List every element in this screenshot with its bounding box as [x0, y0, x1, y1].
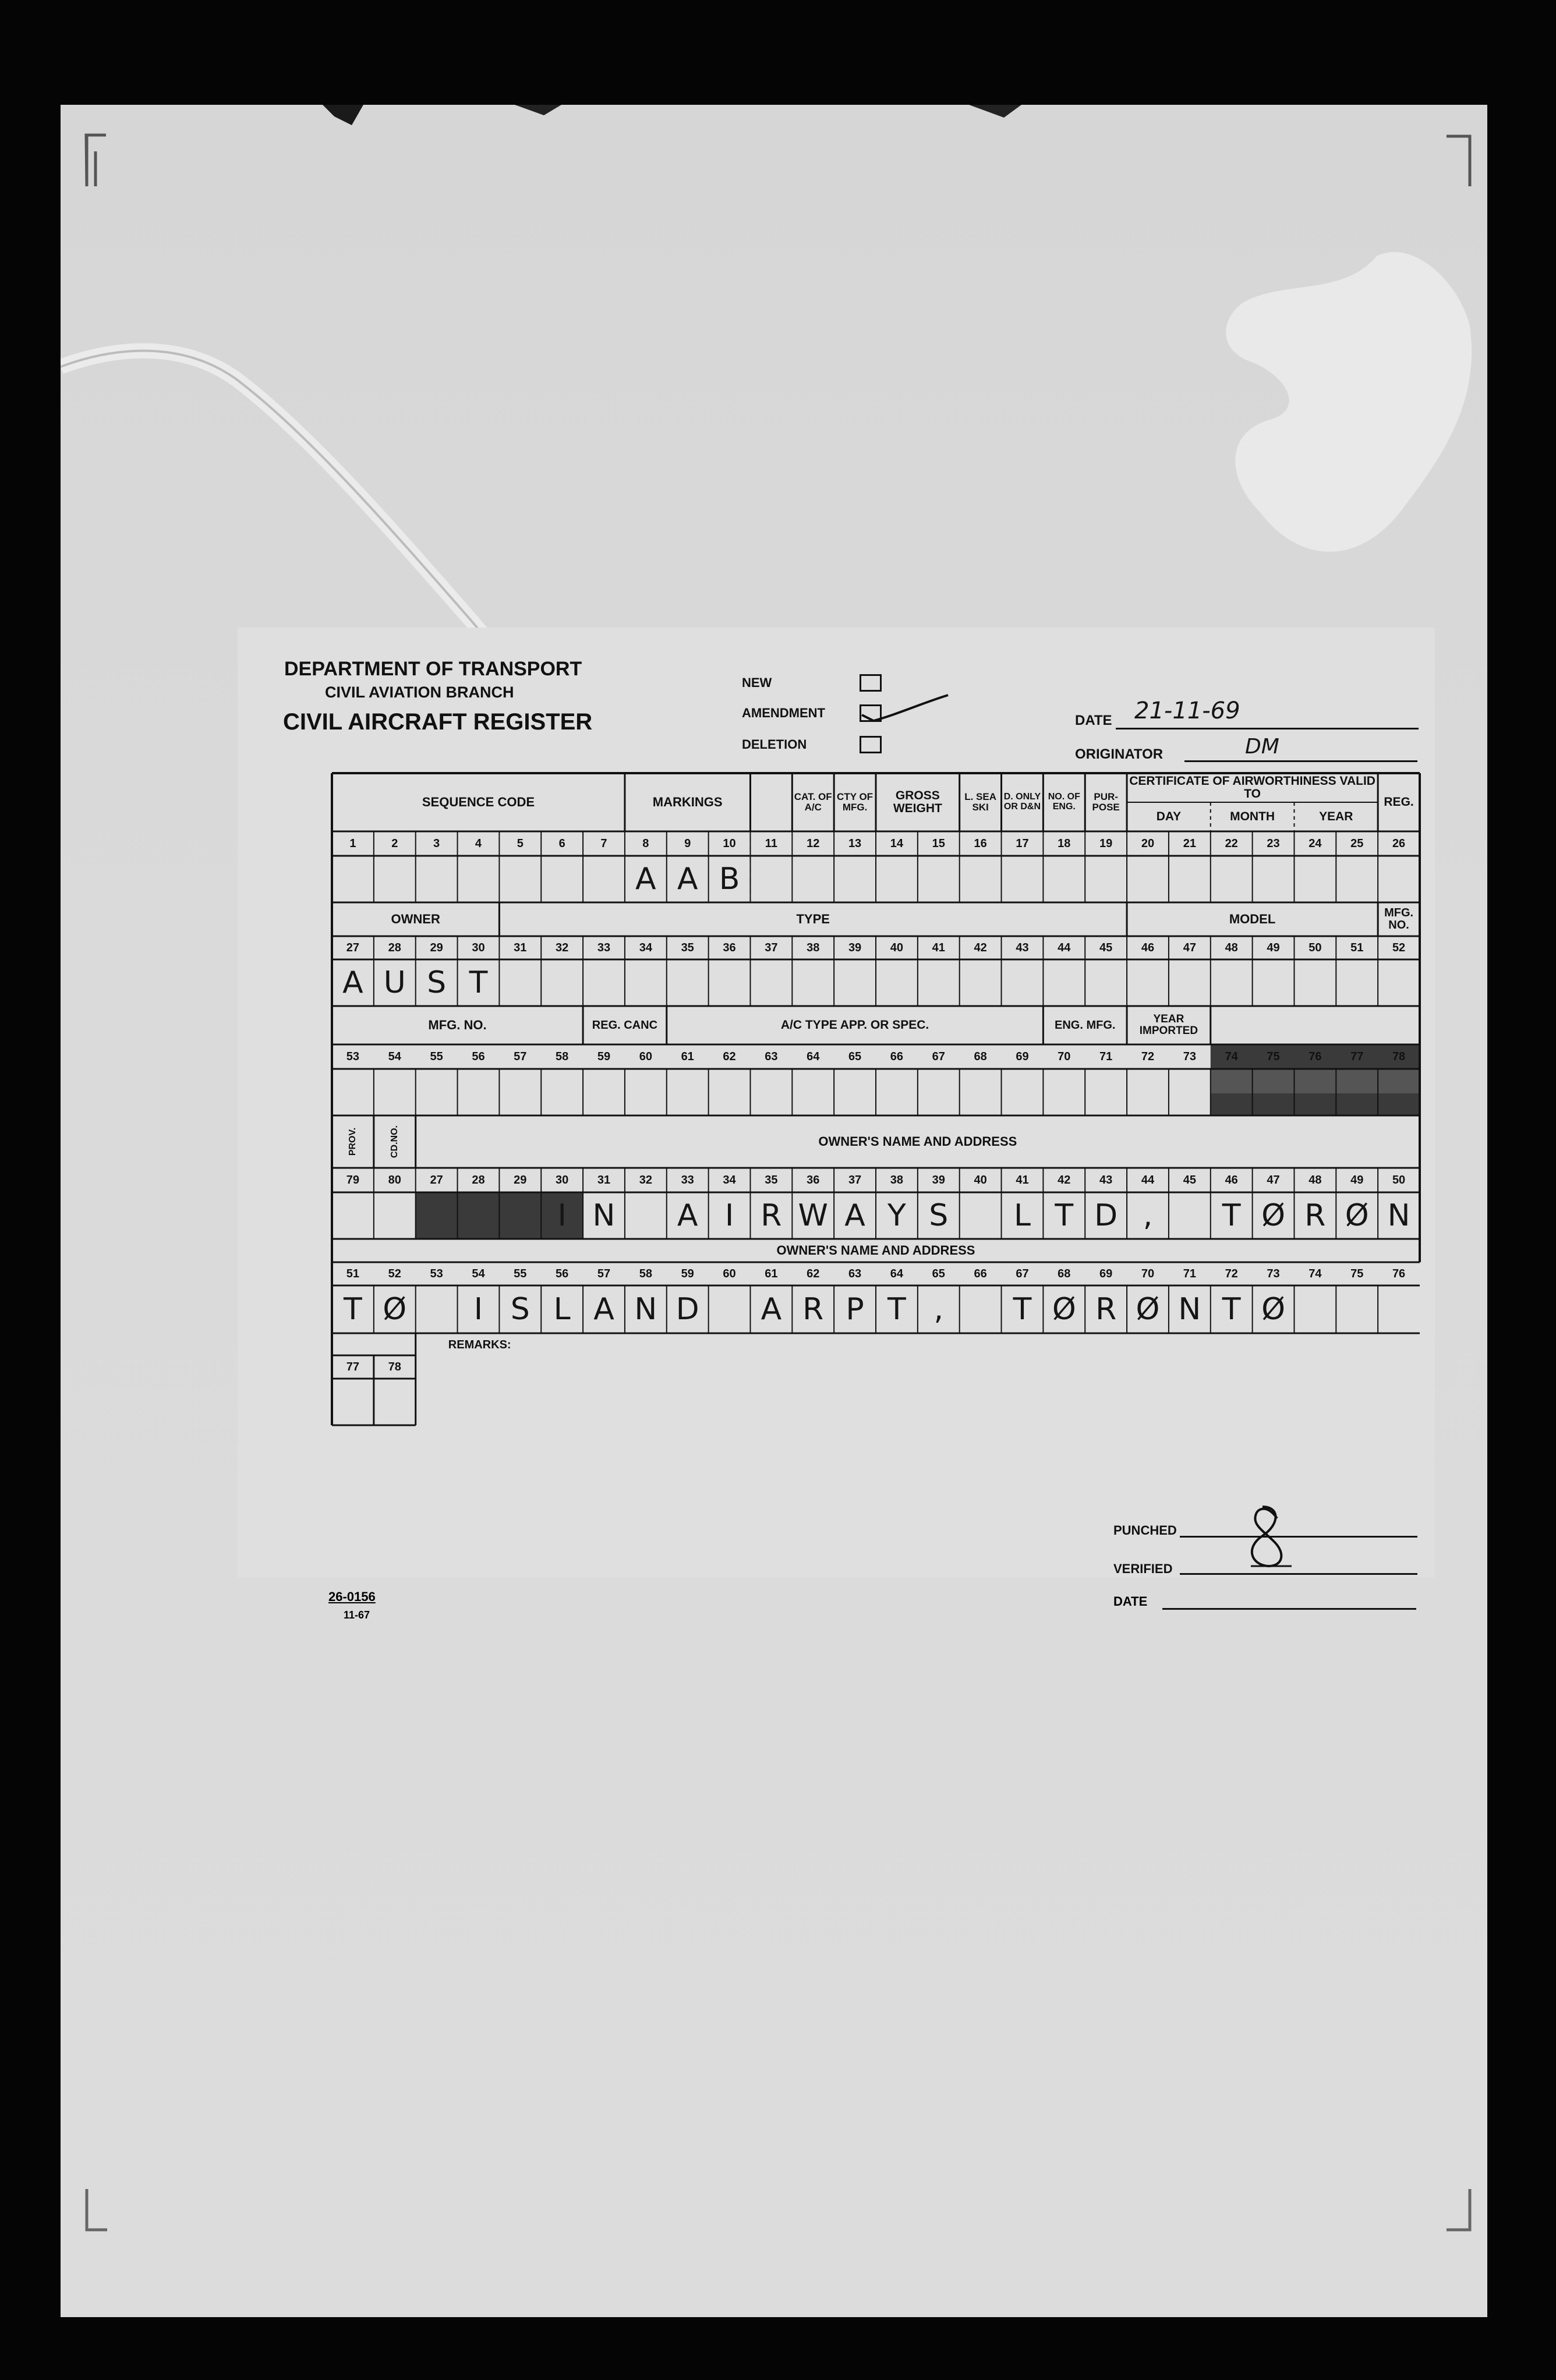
- owner-char: S: [427, 965, 447, 1000]
- col-number: 67: [1016, 1267, 1029, 1280]
- remarks-label: REMARKS:: [448, 1338, 511, 1351]
- col-number: 37: [848, 1173, 862, 1187]
- owner-address-char: I: [473, 1291, 483, 1327]
- col-number: 39: [932, 1173, 945, 1187]
- col-number: 28: [472, 1173, 485, 1187]
- cty-header: CTY OF MFG.: [837, 791, 874, 813]
- owner-address-char: N: [634, 1291, 657, 1327]
- col-number: 58: [639, 1267, 652, 1280]
- col-number: 75: [1267, 1050, 1280, 1063]
- gross-weight-header: GROSS WEIGHT: [893, 788, 942, 815]
- eng-mfg-header: ENG. MFG.: [1054, 1018, 1116, 1032]
- owner-address-char: D: [1094, 1198, 1118, 1233]
- col-number: 3: [433, 837, 440, 850]
- originator-label: ORIGINATOR: [1075, 746, 1164, 762]
- col-number: 78: [1392, 1050, 1406, 1063]
- owner-address-char: Ø: [1261, 1291, 1285, 1327]
- ac-type-app-header: A/C TYPE APP. OR SPEC.: [780, 1018, 929, 1032]
- col-number: 17: [1016, 837, 1029, 850]
- owners-name-header-2: OWNER'S NAME AND ADDRESS: [776, 1243, 975, 1258]
- owner-address-char: D: [676, 1291, 699, 1327]
- new-label: NEW: [742, 675, 772, 690]
- col-number: 10: [723, 837, 736, 850]
- col-number: 72: [1141, 1050, 1155, 1063]
- year-imported-header: YEAR IMPORTED: [1139, 1013, 1198, 1037]
- col-number: 67: [932, 1050, 945, 1063]
- col-number: 60: [723, 1267, 736, 1280]
- owner-address-char: P: [846, 1291, 864, 1327]
- owner-address-char: R: [1095, 1291, 1117, 1327]
- owner-header: OWNER: [391, 912, 440, 927]
- owner-address-char: W: [798, 1198, 828, 1233]
- punched-line: [1180, 1536, 1417, 1538]
- owner-address-char: A: [593, 1291, 614, 1327]
- col-number: 9: [684, 837, 691, 850]
- markings-char: B: [719, 861, 740, 897]
- col-number: 56: [472, 1050, 485, 1063]
- markings-char: A: [677, 861, 698, 897]
- mfg-no-header-2: MFG. NO.: [428, 1018, 487, 1033]
- col-number: 26: [1392, 837, 1406, 850]
- col-number: 65: [932, 1267, 945, 1280]
- col-number: 35: [681, 941, 694, 954]
- markings-char: A: [635, 861, 656, 897]
- day-header: DAY: [1156, 809, 1182, 823]
- owner-address-char: ,: [1143, 1198, 1153, 1233]
- col-number: 80: [388, 1173, 401, 1187]
- col-number: 51: [346, 1267, 360, 1280]
- col-number: 47: [1267, 1173, 1280, 1187]
- col-number: 41: [1016, 1173, 1029, 1187]
- col-number: 1: [349, 837, 356, 850]
- col-number: 74: [1309, 1267, 1322, 1280]
- col-number: 69: [1016, 1050, 1029, 1063]
- col-number: 64: [807, 1050, 820, 1063]
- owner-address-char: A: [761, 1291, 782, 1327]
- date2-line: [1162, 1608, 1416, 1610]
- col-number: 48: [1225, 941, 1238, 954]
- owner-address-char: Ø: [1136, 1291, 1160, 1327]
- lseaski-header: L. SEA SKI: [964, 791, 996, 813]
- owner-address-char: L: [553, 1291, 571, 1327]
- col-number: 32: [639, 1173, 652, 1187]
- register-title: CIVIL AIRCRAFT REGISTER: [283, 709, 593, 735]
- col-number: 43: [1016, 941, 1029, 954]
- col-number: 73: [1267, 1267, 1280, 1280]
- owner-address-char: T: [1013, 1291, 1032, 1327]
- col-number: 77: [1350, 1050, 1364, 1063]
- col-number: 51: [1350, 941, 1364, 954]
- no-eng-header: NO. OF ENG.: [1048, 792, 1080, 812]
- col-number: 36: [807, 1173, 820, 1187]
- owner-address-char: A: [677, 1198, 698, 1233]
- col-number: 38: [890, 1173, 904, 1187]
- col-number: 13: [848, 837, 862, 850]
- col-number: 55: [430, 1050, 443, 1063]
- col-number: 43: [1099, 1173, 1113, 1187]
- col-number: 47: [1183, 941, 1196, 954]
- col-number: 5: [517, 837, 524, 850]
- col-number: 7: [600, 837, 607, 850]
- col-number: 34: [639, 941, 652, 954]
- punched-label: PUNCHED: [1113, 1523, 1177, 1538]
- owner-char: A: [342, 965, 363, 1000]
- col-number: 50: [1392, 1173, 1406, 1187]
- col-number: 34: [723, 1173, 736, 1187]
- col-number: 53: [346, 1050, 360, 1063]
- col-number: 33: [681, 1173, 694, 1187]
- col-number: 49: [1267, 941, 1280, 954]
- owner-address-char: I: [724, 1198, 734, 1233]
- cat-header: CAT. OF A/C: [794, 791, 832, 813]
- col-number: 65: [848, 1050, 862, 1063]
- col-number: 61: [681, 1050, 694, 1063]
- aircraft-register-card: [238, 628, 1435, 1578]
- owner-address-char: N: [1178, 1291, 1201, 1327]
- col-number: 76: [1309, 1050, 1322, 1063]
- col-number: 54: [388, 1050, 401, 1063]
- owner-address-char: T: [1055, 1198, 1074, 1233]
- col-number: 46: [1141, 941, 1155, 954]
- owner-address-char: S: [929, 1198, 949, 1233]
- col-number: 44: [1141, 1173, 1155, 1187]
- punched-signature: [1228, 1501, 1297, 1577]
- col-number: 16: [974, 837, 987, 850]
- col-number: 46: [1225, 1173, 1238, 1187]
- year-header: YEAR: [1319, 809, 1353, 823]
- col-number: 54: [472, 1267, 485, 1280]
- col-number: 38: [807, 941, 820, 954]
- owner-address-char: R: [802, 1291, 824, 1327]
- cd-no-header: CD.NO.: [389, 1125, 399, 1158]
- owner-address-char: N: [1387, 1198, 1410, 1233]
- sequence-code-header: SEQUENCE CODE: [422, 795, 535, 810]
- owners-name-header: OWNER'S NAME AND ADDRESS: [818, 1134, 1017, 1149]
- col-number: 59: [681, 1267, 694, 1280]
- col-number: 60: [639, 1050, 652, 1063]
- col-number: 52: [388, 1267, 401, 1280]
- verified-label: VERIFIED: [1113, 1561, 1173, 1576]
- col-number: 40: [974, 1173, 987, 1187]
- owner-address-char: Ø: [1261, 1198, 1285, 1233]
- col-number: 22: [1225, 837, 1238, 850]
- col-number: 79: [346, 1173, 360, 1187]
- col-number: 4: [475, 837, 482, 850]
- col-number: 42: [1058, 1173, 1071, 1187]
- col-number: 73: [1183, 1050, 1196, 1063]
- col-number: 36: [723, 941, 736, 954]
- col-number: 68: [974, 1050, 987, 1063]
- col-number: 35: [765, 1173, 778, 1187]
- owner-char: T: [469, 965, 488, 1000]
- month-header: MONTH: [1230, 809, 1275, 823]
- col-number: 68: [1058, 1267, 1071, 1280]
- form-grid: [238, 628, 1435, 1578]
- col-number: 23: [1267, 837, 1280, 850]
- col-number: 8: [642, 837, 649, 850]
- owner-address-char: I: [557, 1198, 567, 1233]
- col-number: 69: [1099, 1267, 1113, 1280]
- col-number: 20: [1141, 837, 1155, 850]
- form-number: 26-0156: [328, 1589, 376, 1604]
- branch-title: CIVIL AVIATION BRANCH: [325, 683, 514, 701]
- owner-address-char: T: [344, 1291, 362, 1327]
- col-number: 6: [558, 837, 565, 850]
- col-number: 56: [556, 1267, 569, 1280]
- cert-header: CERTIFICATE OF AIRWORTHINESS VALID TO: [1129, 774, 1375, 801]
- prov-header: PROV.: [347, 1127, 358, 1156]
- col-number: 57: [514, 1050, 527, 1063]
- col-number: 27: [430, 1173, 443, 1187]
- col-number: 55: [514, 1267, 527, 1280]
- col-number: 71: [1099, 1050, 1113, 1063]
- owner-address-char: A: [844, 1198, 865, 1233]
- col-number: 33: [597, 941, 611, 954]
- col-number: 52: [1392, 941, 1406, 954]
- col-number: 24: [1309, 837, 1322, 850]
- col-number: 62: [807, 1267, 820, 1280]
- col-number: 29: [514, 1173, 527, 1187]
- col-number: 28: [388, 941, 401, 954]
- markings-header: MARKINGS: [652, 795, 723, 810]
- col-number: 2: [391, 837, 398, 850]
- verified-line: [1180, 1573, 1417, 1575]
- col-number: 50: [1309, 941, 1322, 954]
- owner-address-char: Ø: [1052, 1291, 1076, 1327]
- owner-address-char: ,: [933, 1291, 944, 1327]
- col-number: 15: [932, 837, 945, 850]
- col-number: 42: [974, 941, 987, 954]
- col-number: 31: [514, 941, 527, 954]
- col-number: 78: [388, 1360, 401, 1373]
- col-number: 27: [346, 941, 360, 954]
- col-number: 76: [1392, 1267, 1406, 1280]
- owner-address-char: T: [887, 1291, 906, 1327]
- owner-address-char: Ø: [1345, 1198, 1369, 1233]
- owner-address-char: R: [1304, 1198, 1326, 1233]
- col-number: 70: [1141, 1267, 1155, 1280]
- mfg-no-header: MFG. NO.: [1384, 906, 1414, 932]
- col-number: 61: [765, 1267, 778, 1280]
- col-number: 14: [890, 837, 904, 850]
- col-number: 29: [430, 941, 443, 954]
- owner-char: U: [383, 965, 406, 1000]
- col-number: 25: [1350, 837, 1364, 850]
- col-number: 71: [1183, 1267, 1196, 1280]
- col-number: 11: [765, 837, 777, 850]
- owner-address-char: T: [1222, 1291, 1241, 1327]
- col-number: 53: [430, 1267, 443, 1280]
- col-number: 75: [1350, 1267, 1364, 1280]
- col-number: 45: [1183, 1173, 1196, 1187]
- type-header: TYPE: [796, 912, 830, 927]
- dept-title: DEPARTMENT OF TRANSPORT: [284, 658, 582, 680]
- col-number: 41: [932, 941, 945, 954]
- owner-address-char: N: [592, 1198, 616, 1233]
- originator-value: DM: [1245, 735, 1279, 759]
- shaded-nums: [1211, 1069, 1420, 1093]
- owner-address-char: L: [1013, 1198, 1031, 1233]
- owner-address-char: R: [761, 1198, 782, 1233]
- form-date: 11-67: [344, 1609, 370, 1621]
- col-number: 74: [1225, 1050, 1238, 1063]
- col-number: 37: [765, 941, 778, 954]
- col-number: 63: [848, 1267, 862, 1280]
- purpose-header: PUR- POSE: [1092, 791, 1120, 813]
- col-number: 40: [890, 941, 904, 954]
- col-number: 70: [1058, 1050, 1071, 1063]
- col-number: 39: [848, 941, 862, 954]
- reg-header: REG.: [1384, 795, 1414, 809]
- col-number: 49: [1350, 1173, 1364, 1187]
- col-number: 44: [1058, 941, 1071, 954]
- reg-canc-header: REG. CANC: [592, 1018, 658, 1032]
- model-header: MODEL: [1229, 912, 1276, 927]
- col-number: 45: [1099, 941, 1113, 954]
- d-only-header: D. ONLY OR D&N: [1003, 792, 1041, 812]
- deletion-label: DELETION: [742, 737, 807, 752]
- col-number: 19: [1099, 837, 1113, 850]
- col-number: 21: [1183, 837, 1196, 850]
- col-number: 62: [723, 1050, 736, 1063]
- col-number: 72: [1225, 1267, 1238, 1280]
- owner-address-char: Y: [887, 1198, 906, 1233]
- col-number: 31: [597, 1173, 611, 1187]
- col-number: 18: [1058, 837, 1071, 850]
- col-number: 48: [1309, 1173, 1322, 1187]
- date-label: DATE: [1075, 713, 1112, 728]
- col-number: 12: [807, 837, 820, 850]
- amendment-label: AMENDMENT: [742, 706, 825, 720]
- col-number: 59: [597, 1050, 611, 1063]
- col-number: 30: [556, 1173, 569, 1187]
- col-number: 57: [597, 1267, 611, 1280]
- owner-address-char: Ø: [383, 1291, 407, 1327]
- col-number: 77: [346, 1360, 360, 1373]
- owner-address-char: S: [510, 1291, 530, 1327]
- col-number: 30: [472, 941, 485, 954]
- col-number: 66: [974, 1267, 987, 1280]
- col-number: 66: [890, 1050, 904, 1063]
- owner-address-char: T: [1222, 1198, 1241, 1233]
- col-number: 32: [556, 941, 569, 954]
- date-value: 21-11-69: [1134, 697, 1240, 724]
- col-number: 63: [765, 1050, 778, 1063]
- col-number: 58: [556, 1050, 569, 1063]
- date2-label: DATE: [1113, 1594, 1148, 1609]
- col-number: 64: [890, 1267, 904, 1280]
